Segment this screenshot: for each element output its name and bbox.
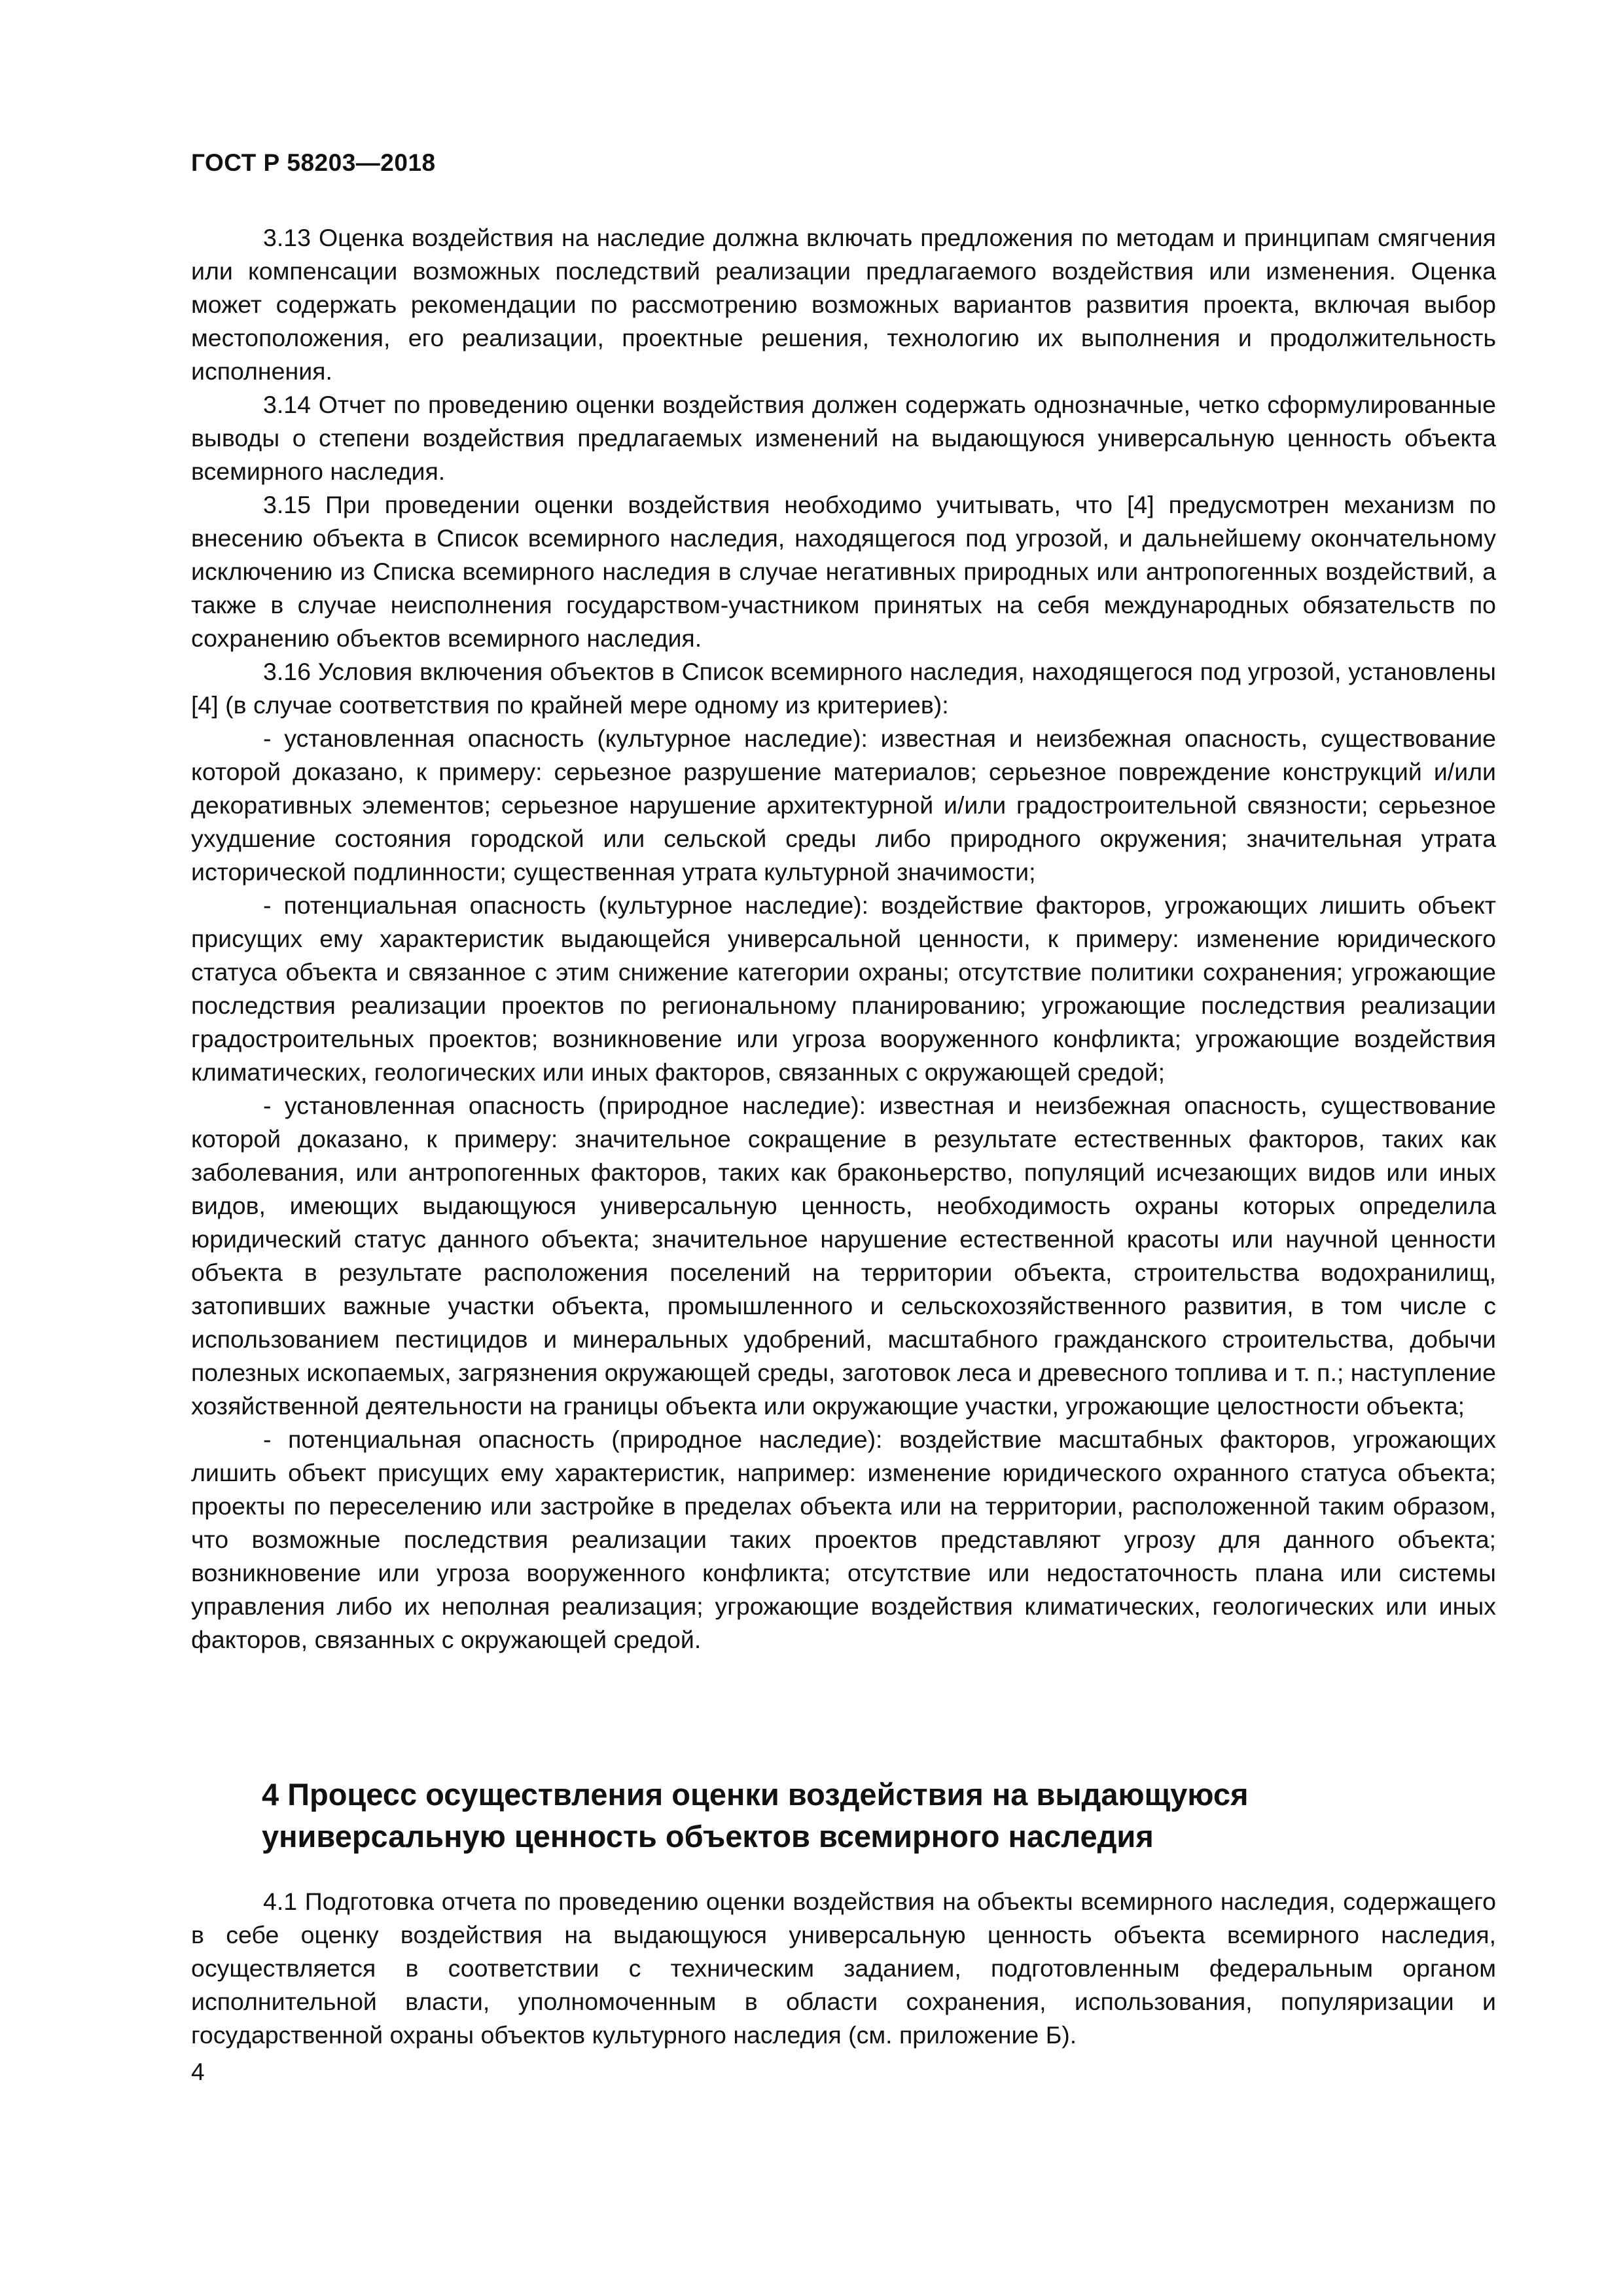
section-4-body — [191, 1885, 1496, 2052]
list-item-cultural-established: - установленная опасность (культурное наследие): известная и неизбежная опасность, существование которой доказано, к примеру: серьезное разрушение материалов; серьезное повреждение конструкций и/или декоративных элементов; серьезное нарушение архитектурной и/или градостроительной связности; серьезное ухудшение состояния городской или сельской среды либо природного окружения; значительная утрата исторической подлинности; существенная утрата культурной значимости; — [191, 725, 1496, 886]
section-3-body — [191, 221, 1496, 1657]
list-item-cultural-potential: - потенциальная опасность (культурное наследие): воздействие факторов, угрожающих лишить объект присущих ему характеристик выдающейся универсальной ценности, к примеру: изменение юридического статуса объекта и связанное с этим снижение категории охраны; отсутствие политики сохранения; угрожающие последствия реализации проектов по региональному планированию; угрожающие последствия реализации градостроительных проектов; возникновение или угроза вооруженного конфликта; угрожающие воздействия климатических, геологических или иных факторов, связанных с окружающей средой; — [191, 891, 1496, 1086]
section-4-heading-line1: 4 Процесс осуществления оценки воздействия на выдающуюся — [262, 1777, 1249, 1812]
paragraph-3-13: 3.13 Оценка воздействия на наследие должна включать предложения по методам и принципам смягчения или компенсации возможных последствий реализации предлагаемого воздействия или изменения. Оценка может содержать рекомендации по рассмотрению возможных вариантов развития проекта, включая выбор местоположения, его реализации, проектные решения, технологию их выполнения и продолжительность исполнения. — [191, 224, 1496, 385]
section-4-heading — [262, 1774, 1492, 1857]
section-4-heading-line2: универсальную ценность объектов всемирного наследия — [262, 1819, 1154, 1854]
page-number: 4 — [191, 2058, 205, 2085]
list-item-natural-potential: - потенциальная опасность (природное наследие): воздействие масштабных факторов, угрожающих лишить объект присущих ему характеристик, например: изменение юридического охранного статуса объекта; проекты по переселению или застройке в пределах объекта или на территории, расположенной таким образом, что возможные последствия реализации таких проектов представляют угрозу для данного объекта; возникновение или угроза вооруженного конфликта; отсутствие или недостаточность плана или системы управления либо их неполная реализация; угрожающие воздействия климатических, геологических или иных факторов, связанных с окружающей средой. — [191, 1426, 1496, 1653]
paragraph-3-14: 3.14 Отчет по проведению оценки воздействия должен содержать однозначные, четко сформулированные выводы о степени воздействия предлагаемых изменений на выдающуюся универсальную ценность объекта всемирного наследия. — [191, 391, 1496, 485]
paragraph-3-15: 3.15 При проведении оценки воздействия необходимо учитывать, что [4] предусмотрен механизм по внесению объекта в Список всемирного наследия, находящегося под угрозой, и дальнейшему окончательному исключению из Списка всемирного наследия в случае негативных природных или антропогенных воздействий, а также в случае неисполнения государством-участником принятых на себя международных обязательств по сохранению объектов всемирного наследия. — [191, 491, 1496, 652]
paragraph-4-1: 4.1 Подготовка отчета по проведению оценки воздействия на объекты всемирного наследия, содержащего в себе оценку воздействия на выдающуюся универсальную ценность объекта всемирного наследия, осуществляется в соответствии с техническим заданием, подготовленным федеральным органом исполнительной власти, уполномоченным в области сохранения, использования, популяризации и государственной охраны объектов культурного наследия (см. приложение Б). — [191, 1888, 1496, 2049]
document-code-header: ГОСТ Р 58203—2018 — [191, 149, 436, 176]
paragraph-3-16: 3.16 Условия включения объектов в Список всемирного наследия, находящегося под угрозой, установлены [4] (в случае соответствия по крайней мере одному из критериев): — [191, 658, 1496, 719]
list-item-natural-established: - установленная опасность (природное наследие): известная и неизбежная опасность, существование которой доказано, к примеру: значительное сокращение в результате естественных факторов, таких как заболевания, или антропогенных факторов, таких как браконьерство, популяций исчезающих видов или иных видов, имеющих выдающуюся универсальную ценность, необходимость охраны которых определила юридический статус данного объекта; значительное нарушение естественной красоты или научной ценности объекта в результате расположения поселений на территории объекта, строительства водохранилищ, затопивших важные участки объекта, промышленного и сельскохозяйственного развития, в том числе с использованием пестицидов и минеральных удобрений, масштабного гражданского строительства, добычи полезных ископаемых, загрязнения окружающей среды, заготовок леса и древесного топлива и т. п.; наступление хозяйственной деятельности на границы объекта или окружающие участки, угрожающие целостности объекта; — [191, 1092, 1496, 1420]
